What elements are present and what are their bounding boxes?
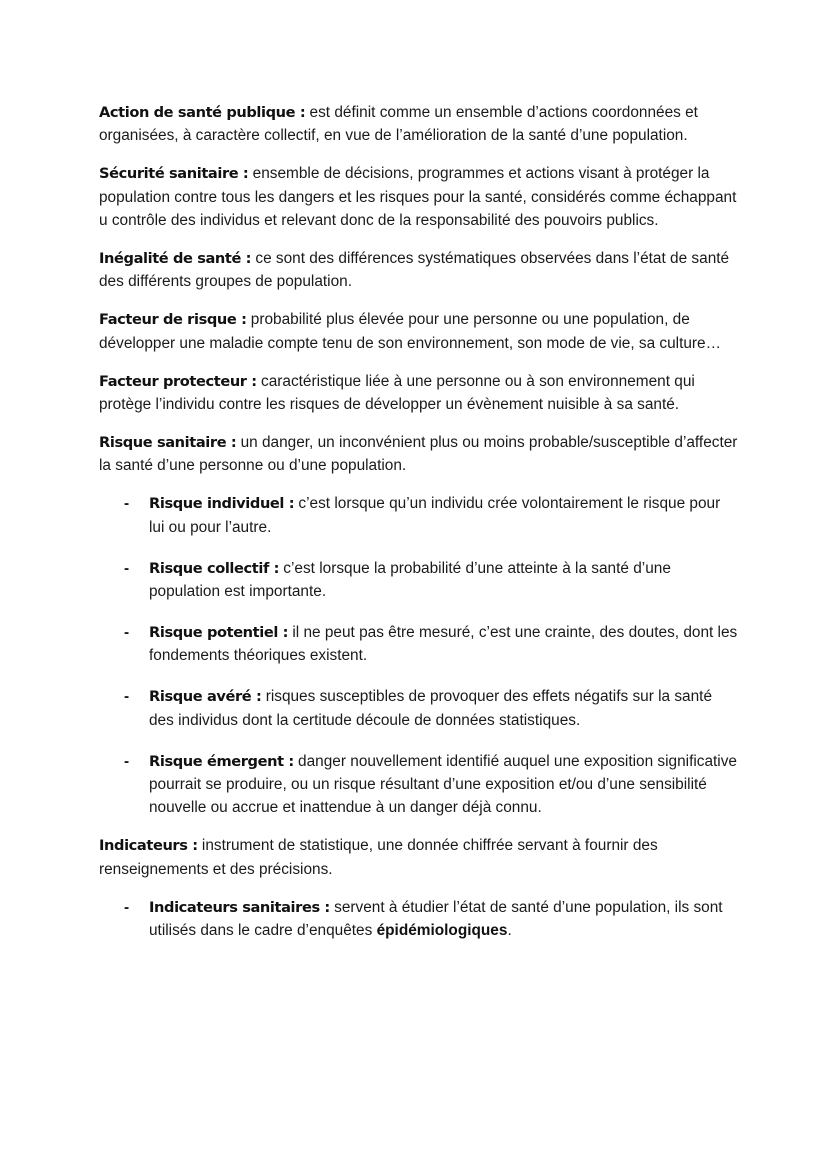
list-item-text: servent à étudier l’état de santé d’une population, ils sont utilisés dans le cadre d’enquêtes: [149, 898, 723, 939]
definition-securite-sanitaire: [99, 162, 739, 232]
bullet-dash: -: [124, 688, 130, 706]
list-item-term: Risque émergent :: [149, 752, 294, 770]
document-body: [99, 101, 739, 957]
definition-facteur-risque: [99, 308, 739, 355]
definition-term: Indicateurs :: [99, 837, 198, 855]
definition-text: probabilité plus élevée pour une personne ou une population, de développer une maladie compte tenu de son environnement, son mode de vie, sa culture…: [99, 311, 721, 352]
bullet-dash: -: [124, 752, 130, 770]
risk-types-list: [99, 492, 739, 819]
list-item-risque-potentiel: [99, 621, 739, 668]
indicator-types-list: [99, 896, 739, 943]
bullet-dash: -: [124, 559, 130, 577]
bullet-dash: -: [124, 495, 130, 513]
list-item-term: Indicateurs sanitaires :: [149, 898, 330, 916]
list-item-risque-emergent: [99, 750, 739, 820]
definition-text: un danger, un inconvénient plus ou moins probable/susceptible d’affecter la santé d’une personne ou d’une population.: [99, 433, 738, 475]
definition-term: Action de santé publique :: [99, 104, 306, 121]
list-item-term: Risque collectif :: [149, 559, 280, 577]
definition-text: ensemble de décisions, programmes et actions visant à protéger la population contre tous les dangers et les risques pour la santé, considérés comme échappant u contrôle des individus et relevant donc de la responsabilité des pouvoirs publics.: [99, 165, 737, 230]
list-item-text: risques susceptibles de provoquer des effets négatifs sur la santé des individus dont la certitude découle de données statistiques.: [149, 688, 713, 729]
list-item-indicateurs-sanitaires: [99, 896, 739, 943]
definition-text: est définit comme un ensemble d’actions coordonnées et organisées, à caractère collectif, en vue de l’amélioration de la santé d’une population.: [99, 104, 698, 145]
definition-text: instrument de statistique, une donnée chiffrée servant à fournir des renseignements et des précisions.: [99, 837, 658, 878]
list-item-term: Risque individuel :: [149, 495, 295, 513]
definition-inegalite-sante: [99, 247, 739, 294]
definition-indicateurs: [99, 834, 739, 881]
definition-text: ce sont des différences systématiques observées dans l’état de santé des différents groupes de population.: [99, 250, 730, 291]
emphasis-word: épidémiologiques: [376, 921, 508, 939]
list-item-text: c’est lorsque la probabilité d’une atteinte à la santé d’une population est importante.: [149, 559, 671, 600]
definition-term: Facteur protecteur :: [99, 372, 257, 390]
bullet-dash: -: [124, 898, 130, 916]
definition-action-sante-publique: [99, 101, 739, 148]
list-item-text: c’est lorsque qu’un individu crée volontairement le risque pour lui ou pour l’autre.: [149, 495, 721, 536]
list-item-term: Risque avéré :: [149, 688, 262, 706]
definition-term: Facteur de risque :: [99, 311, 247, 329]
bullet-dash: -: [124, 623, 130, 641]
definition-term: Risque sanitaire :: [99, 433, 237, 451]
list-item-text: danger nouvellement identifié auquel une exposition significative pourrait se produire, ou un risque résultant d’une exposition et/ou d’une sensibilité nouvelle ou accrue et inattendue à un danger déjà connu.: [149, 752, 737, 817]
definition-text: caractéristique liée à une personne ou à son environnement qui protège l’individu contre les risques de développer un évènement nuisible à sa santé.: [99, 372, 695, 414]
definition-facteur-protecteur: [99, 370, 739, 417]
list-item-risque-avere: [99, 685, 739, 732]
list-item-text: il ne peut pas être mesuré, c’est une crainte, des doutes, dont les fondements théoriques existent.: [149, 623, 738, 665]
list-item-end: .: [507, 921, 512, 939]
definition-term: Inégalité de santé :: [99, 250, 252, 268]
list-item-risque-individuel: [99, 492, 739, 539]
list-item-risque-collectif: [99, 557, 739, 604]
definition-term: Sécurité sanitaire :: [99, 165, 249, 183]
list-item-term: Risque potentiel :: [149, 623, 289, 641]
definition-risque-sanitaire: [99, 431, 739, 478]
